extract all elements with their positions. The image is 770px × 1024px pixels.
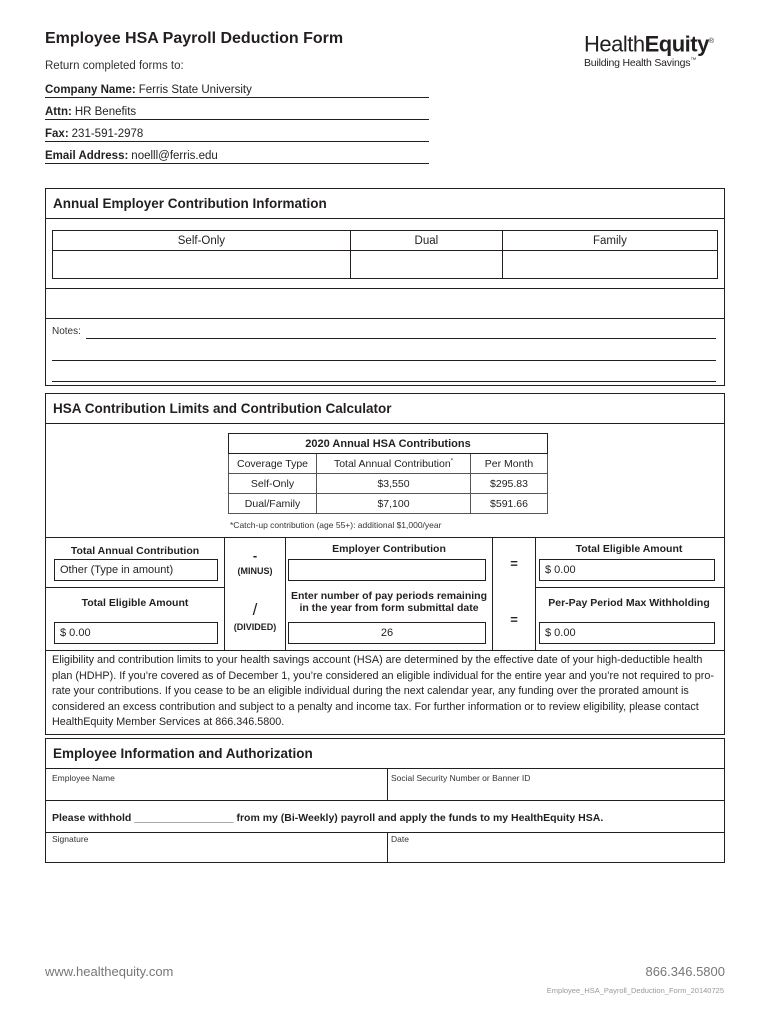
- fax-label: Fax:: [45, 128, 69, 140]
- divider: [45, 318, 725, 319]
- col-family: Family: [502, 231, 717, 251]
- signature-field[interactable]: [48, 845, 384, 861]
- divider: [285, 537, 286, 650]
- header-coverage-type: Coverage Type: [229, 454, 317, 474]
- minus-label: (MINUS): [237, 566, 273, 576]
- divider: [45, 800, 725, 801]
- divider: [387, 832, 388, 863]
- max-withholding-label: Per-Pay Period Max Withholding: [548, 597, 710, 609]
- return-instructions: Return completed forms to:: [45, 60, 184, 72]
- logo-tagline: [584, 57, 714, 69]
- total-eligible-label: Total Eligible Amount: [575, 543, 683, 555]
- form-title: Employee HSA Payroll Deduction Form: [45, 30, 344, 47]
- fax-value: 231-591-2978: [71, 128, 144, 140]
- total-annual-label: Total Annual Contribution: [70, 545, 200, 557]
- table-row: [229, 494, 548, 514]
- notes-line-1[interactable]: [86, 338, 716, 339]
- email-value: noelll@ferris.edu: [131, 150, 218, 162]
- company-name-value: Ferris State University: [138, 84, 252, 96]
- attn-field[interactable]: [45, 100, 429, 120]
- notes-line-2[interactable]: [52, 360, 716, 361]
- cell-monthly: $295.83: [471, 474, 548, 494]
- divider: [387, 768, 388, 800]
- employee-section-title: Employee Information and Authorization: [46, 739, 724, 769]
- pay-periods-input[interactable]: 26: [288, 622, 486, 644]
- employee-name-label: Employee Name: [52, 773, 115, 783]
- employer-contribution-input[interactable]: [288, 559, 486, 581]
- logo-wordmark: [584, 30, 714, 56]
- date-field[interactable]: [390, 845, 722, 861]
- attn-value: HR Benefits: [74, 106, 137, 118]
- divider: [535, 587, 725, 588]
- divider: [45, 587, 225, 588]
- logo-tagline-text: Building Health Savings: [584, 57, 691, 70]
- divider: [535, 537, 536, 650]
- dual-input[interactable]: [350, 251, 502, 279]
- employer-section-title: Annual Employer Contribution Information: [46, 189, 724, 219]
- signature-label: Signature: [52, 834, 89, 844]
- header-total-annual: [317, 454, 471, 474]
- cell-monthly: $591.66: [471, 494, 548, 514]
- logo-equity: Equity: [644, 31, 709, 57]
- eligibility-disclaimer: Eligibility and contribution limits to your health savings account (HSA) are determined by the effective date of your high-deductible health plan (HDHP). If you’re covered as of December 1, you’re considered an eligible individual for the entire year and you’re not required to pro-rate your contributions. If you cease to be an eligible individual during the next calendar year, any funding over the prorated amount is considered an excess contribution and subject to a penalty and income tax. For further information or to review eligibility, please contact HealthEquity Member Services at 866.346.5800.: [52, 654, 714, 728]
- logo-health: Health: [584, 31, 645, 57]
- employer-contribution-table: [52, 230, 718, 279]
- cell-coverage: Self-Only: [229, 474, 317, 494]
- header-per-month: Per Month: [471, 454, 548, 474]
- ssn-label: Social Security Number or Banner ID: [391, 773, 531, 783]
- company-name-field[interactable]: [45, 78, 429, 98]
- col-dual: Dual: [350, 231, 502, 251]
- total-eligible-output-2[interactable]: $ 0.00: [54, 622, 218, 644]
- withhold-statement: Please withhold _________________ from my (Bi-Weekly) payroll and apply the funds to my HealthEquity HSA.: [52, 812, 604, 824]
- fax-field[interactable]: [45, 122, 429, 142]
- footer-phone: 866.346.5800: [645, 964, 725, 979]
- divider: [224, 537, 225, 650]
- email-label: Email Address:: [45, 150, 129, 162]
- col-self-only: Self-Only: [53, 231, 351, 251]
- divider: [45, 537, 725, 538]
- cell-annual: $3,550: [317, 474, 471, 494]
- header-total-annual-text: Total Annual Contribution: [333, 457, 451, 470]
- self-only-input[interactable]: [53, 251, 351, 279]
- max-withholding-output[interactable]: $ 0.00: [539, 622, 715, 644]
- catch-up-footnote: *Catch-up contribution (age 55+): additional $1,000/year: [230, 520, 442, 530]
- notes-label: Notes:: [52, 326, 81, 337]
- logo-trademark: ™: [690, 57, 697, 64]
- hsa-limits-table: [228, 433, 548, 514]
- date-label: Date: [391, 834, 409, 844]
- employee-name-input[interactable]: [48, 785, 384, 799]
- divider: [45, 650, 725, 651]
- minus-symbol: -: [252, 548, 258, 563]
- notes-line-3[interactable]: [52, 381, 716, 382]
- cell-coverage: Dual/Family: [229, 494, 317, 514]
- divider: [45, 832, 725, 833]
- total-eligible-label-2: Total Eligible Amount: [81, 597, 189, 609]
- divided-label: (DIVIDED): [233, 622, 277, 632]
- attn-label: Attn:: [45, 106, 72, 118]
- company-name-label: Company Name:: [45, 84, 136, 96]
- employer-contribution-section: [45, 188, 725, 386]
- email-field[interactable]: [45, 144, 429, 164]
- equals-symbol-2: =: [510, 612, 518, 627]
- divider: [45, 288, 725, 289]
- cell-annual: $7,100: [317, 494, 471, 514]
- calculator-section-title: HSA Contribution Limits and Contribution Calculator: [46, 394, 724, 424]
- total-annual-select[interactable]: Other (Type in amount): [54, 559, 218, 581]
- employer-contribution-label: Employer Contribution: [332, 543, 446, 555]
- table-row: [229, 474, 548, 494]
- family-input[interactable]: [502, 251, 717, 279]
- pay-periods-label: Enter number of pay periods remaining in the year from form submittal date: [290, 590, 488, 614]
- healthequity-logo: [584, 30, 714, 69]
- ssn-input[interactable]: [390, 785, 722, 799]
- footer-website-link[interactable]: www.healthequity.com: [45, 964, 174, 979]
- equals-symbol: =: [510, 556, 518, 571]
- header-footnote-mark: *: [450, 458, 454, 464]
- divider: [492, 537, 493, 650]
- logo-registered-mark: ®: [708, 38, 714, 45]
- divide-symbol: /: [252, 600, 258, 619]
- total-eligible-output[interactable]: $ 0.00: [539, 559, 715, 581]
- footer-form-code: Employee_HSA_Payroll_Deduction_Form_20140725: [546, 986, 724, 995]
- hsa-table-caption: 2020 Annual HSA Contributions: [229, 434, 548, 454]
